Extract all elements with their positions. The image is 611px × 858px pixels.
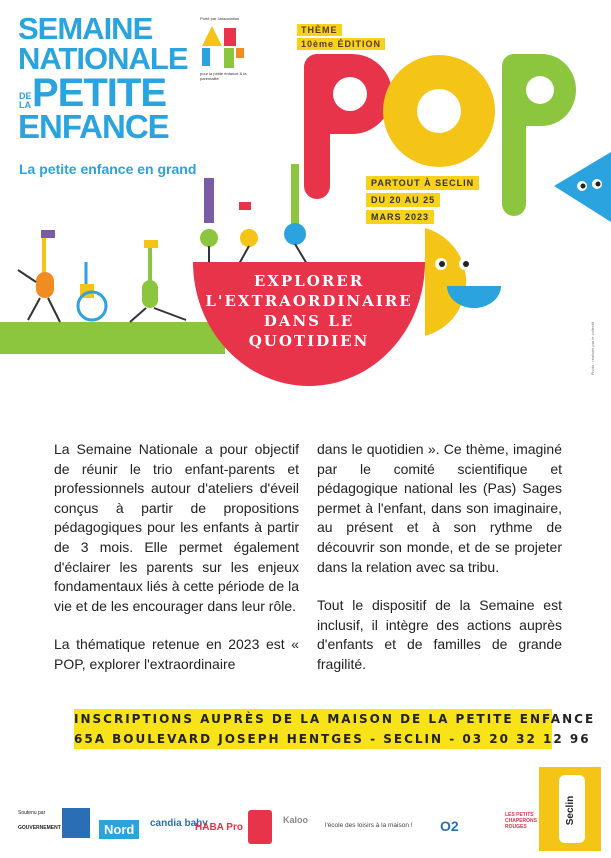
slogan-line-3: DANS LE bbox=[263, 312, 355, 330]
body-paragraph-4: Tout le dispositif de la Semaine est inclusif, il intègre des actions auprès d'enfants et de familles de grande fragilité. bbox=[317, 597, 562, 672]
body-paragraph-3: dans le quotidien ». Ce thème, imaginé par le comité scientifique et pédagogique national les (Pas) Sages permet à l'enfant, dans son imaginaire, au présent et à son rythme de découvrir son monde, et de se projeter dans la relation avec sa tribu. bbox=[317, 441, 562, 575]
red-hand-logo bbox=[248, 810, 272, 846]
nord-logo: Nord bbox=[99, 820, 139, 839]
slogan bbox=[193, 271, 425, 351]
edition-label: 10ème ÉDITION bbox=[297, 38, 385, 50]
yellow-character-icon bbox=[425, 228, 505, 340]
dates-line-days: DU 20 AU 25 bbox=[366, 193, 440, 207]
o2-logo: O2 bbox=[440, 818, 459, 834]
dates-line-location: PARTOUT À SECLIN bbox=[366, 176, 479, 190]
caf-logo bbox=[62, 808, 90, 840]
slogan-line-4: QUOTIDIEN bbox=[248, 332, 370, 350]
triangle-character-icon bbox=[554, 152, 611, 222]
dates-line-month: MARS 2023 bbox=[366, 210, 434, 224]
gouvernement-logo: GOUVERNEMENT bbox=[18, 825, 61, 831]
slogan-line-1: EXPLORER bbox=[253, 272, 365, 290]
soutenu-par-label: Soutenu par bbox=[18, 810, 46, 816]
title-line-petite: PETITE bbox=[32, 71, 167, 115]
registration-line: INSCRIPTIONS AUPRÈS DE LA MAISON DE LA PETITE ENFANCE bbox=[74, 712, 596, 726]
title-line-semaine: SEMAINE bbox=[18, 11, 153, 46]
agir-logo bbox=[200, 16, 260, 86]
title-line-enfance: ENFANCE bbox=[18, 108, 169, 145]
event-title bbox=[18, 11, 198, 145]
body-paragraph-2: La thématique retenue en 2023 est « POP, explorer l'extraordinaire bbox=[54, 636, 299, 672]
body-column-right bbox=[317, 440, 562, 694]
agir-mark-icon bbox=[200, 22, 260, 74]
petits-chaperons-logo: LES PETITS CHAPERONS ROUGES bbox=[505, 812, 537, 830]
theme-label: THÈME bbox=[297, 24, 342, 36]
title-vertical-de-la: DE LA bbox=[19, 91, 32, 110]
kaloo-logo: Kaloo bbox=[283, 815, 309, 825]
photo-credit: Photo : réalisée par le collectif bbox=[590, 322, 595, 376]
address-phone-line: 65A BOULEVARD JOSEPH HENTGES - SECLIN - 03 20 32 12 96 bbox=[74, 732, 591, 746]
slogan-line-2: L'EXTRAORDINAIRE bbox=[205, 292, 413, 310]
caf-logo-icon bbox=[62, 808, 90, 838]
body-paragraph-1: La Semaine Nationale a pour objectif de réunir le trio enfant-parents et professionnels autour d'ateliers d'éveil conçus à partir de propositions pédagogiques pour les enfants à partir de 3 mois. Elle permet également d'éclairer les parents sur les enjeux fondamentaux liés à cette période de la vie et de les encourager dans leur rôle. bbox=[54, 441, 299, 614]
candia-logo: candia baby bbox=[150, 818, 208, 829]
agir-logo-sub: pour la petite enfance & la parentalité bbox=[200, 71, 247, 81]
ecole-des-loisirs-logo: l'école des loisirs à la maison ! bbox=[325, 822, 413, 829]
seclin-logo-text: Seclin bbox=[565, 795, 577, 826]
title-line-nationale: NATIONALE bbox=[18, 41, 188, 76]
body-column-left bbox=[54, 440, 299, 694]
agir-logo-sup: Porté par l'association bbox=[200, 16, 240, 21]
subtitle: La petite enfance en grand bbox=[19, 161, 197, 177]
registration-bar bbox=[74, 709, 596, 749]
haba-logo: HABA Pro bbox=[195, 822, 243, 833]
pop-letter-o-yellow bbox=[383, 55, 495, 167]
hand-logo-icon bbox=[248, 810, 272, 844]
characters-illustration-icon bbox=[14, 222, 204, 332]
characters-on-bowl-icon bbox=[195, 160, 325, 270]
